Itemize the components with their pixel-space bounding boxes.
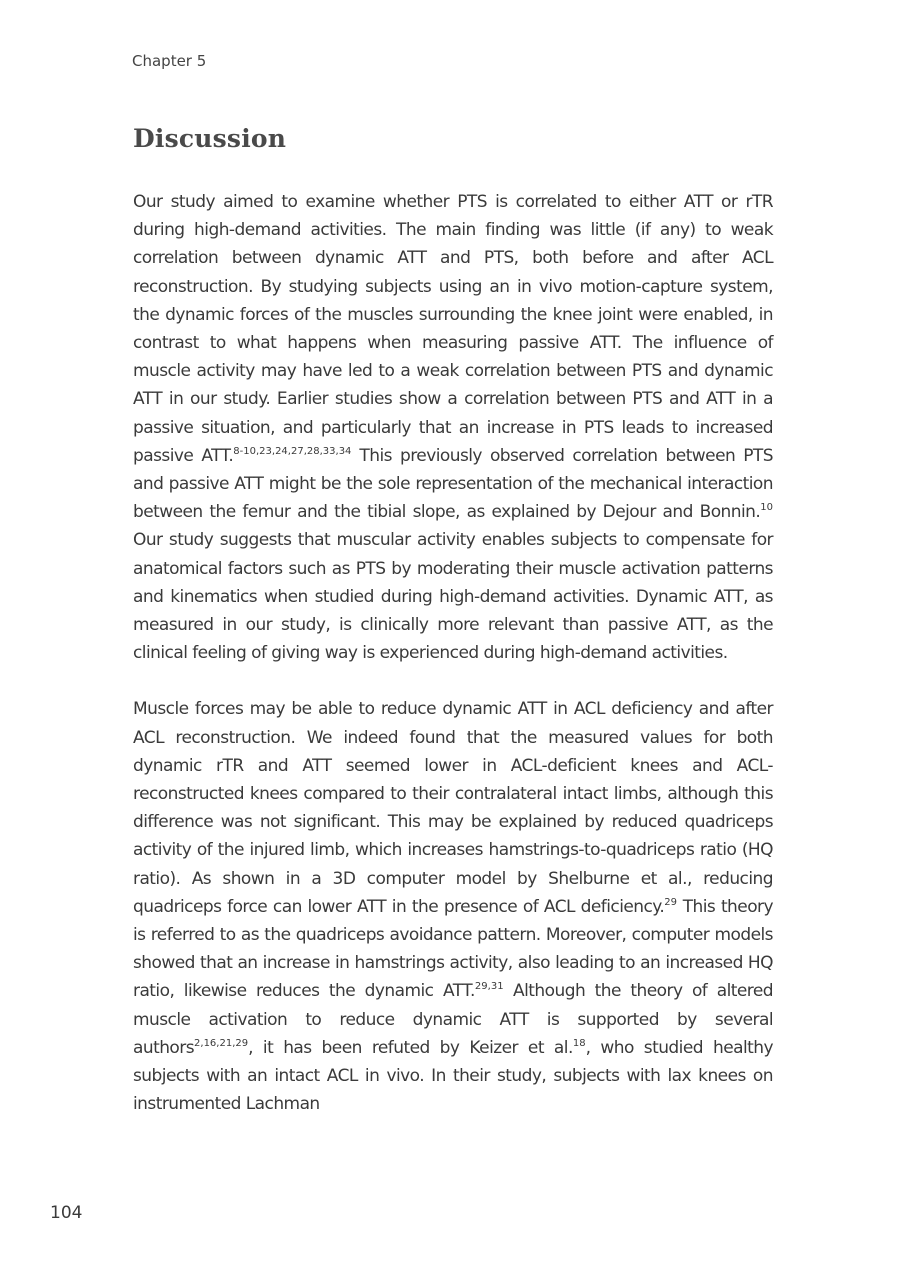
paragraph-text: This theory is referred to as the quadriceps avoidance pattern. Moreover, computer models showed that an increase in hamstrings activity, also leading to an increased HQ ratio, likewise reduces the dynamic ATT. xyxy=(133,896,773,1002)
citation-superscript: 10 xyxy=(760,502,773,514)
paragraph-text: This previously observed correlation between PTS and passive ATT might be the sole representation of the mechanical interaction between the femur and the tibial slope, as explained by Dejour and Bonnin. xyxy=(133,445,773,523)
citation-superscript: 29 xyxy=(664,896,677,908)
citation-superscript: 2,16,21,29 xyxy=(194,1037,249,1049)
citation-superscript: 8-10,23,24,27,28,33,34 xyxy=(233,445,352,457)
citation-superscript: 18 xyxy=(572,1037,586,1049)
paragraph-text: Muscle forces may be able to reduce dynamic ATT in ACL deficiency and after ACL reconstruction. We indeed found that the measured values for both dynamic rTR and ATT seemed lower in ACL-deficient knees and ACL-reconstructed knees compared to their contralateral intact limbs, although this difference was not significant. This may be explained by reduced quadriceps activity of the injured limb, which increases hamstrings-to-quadriceps ratio (HQ ratio). As shown in a 3D computer model by Shelburne et al., reducing quadriceps force can lower ATT in the presence of ACL deficiency. xyxy=(133,699,773,917)
running-header: Chapter 5 xyxy=(132,52,207,70)
paragraph-text: , it has been refuted by Keizer et al. xyxy=(248,1037,573,1058)
paragraph xyxy=(133,695,773,1118)
citation-superscript: 29,31 xyxy=(474,981,504,993)
paragraph-text: Although the theory of altered muscle activation to reduce dynamic ATT is supported by several authors xyxy=(133,981,773,1058)
paragraph-text: Our study aimed to examine whether PTS is correlated to either ATT or rTR during high-demand activities. The main finding was little (if any) to weak correlation between dynamic ATT and PTS, both before and after ACL reconstruction. By studying subjects using an in vivo motion-capture system, the dynamic forces of the muscles surrounding the knee joint were enabled, in contrast to what happens when measuring passive ATT. The influence of muscle activity may have led to a weak correlation between PTS and dynamic ATT in our study. Earlier studies show a correlation between PTS and ATT in a passive situation, and particularly that an increase in PTS leads to increased passive ATT. xyxy=(133,192,773,466)
paragraph-text: Our study suggests that muscular activity enables subjects to compensate for anatomical factors such as PTS by moderating their muscle activation patterns and kinematics when studied during high-demand activities. Dynamic ATT, as measured in our study, is clinically more relevant than passive ATT, as the clinical feeling of giving way is experienced during high-demand activities. xyxy=(133,530,773,664)
paragraph-text: , who studied healthy subjects with an intact ACL in vivo. In their study, subjects with lax knees on instrumented Lachman xyxy=(133,1037,773,1115)
paragraph xyxy=(133,188,773,667)
body-text xyxy=(133,188,773,1147)
section-title: Discussion xyxy=(133,124,287,153)
page-number: 104 xyxy=(50,1203,83,1223)
